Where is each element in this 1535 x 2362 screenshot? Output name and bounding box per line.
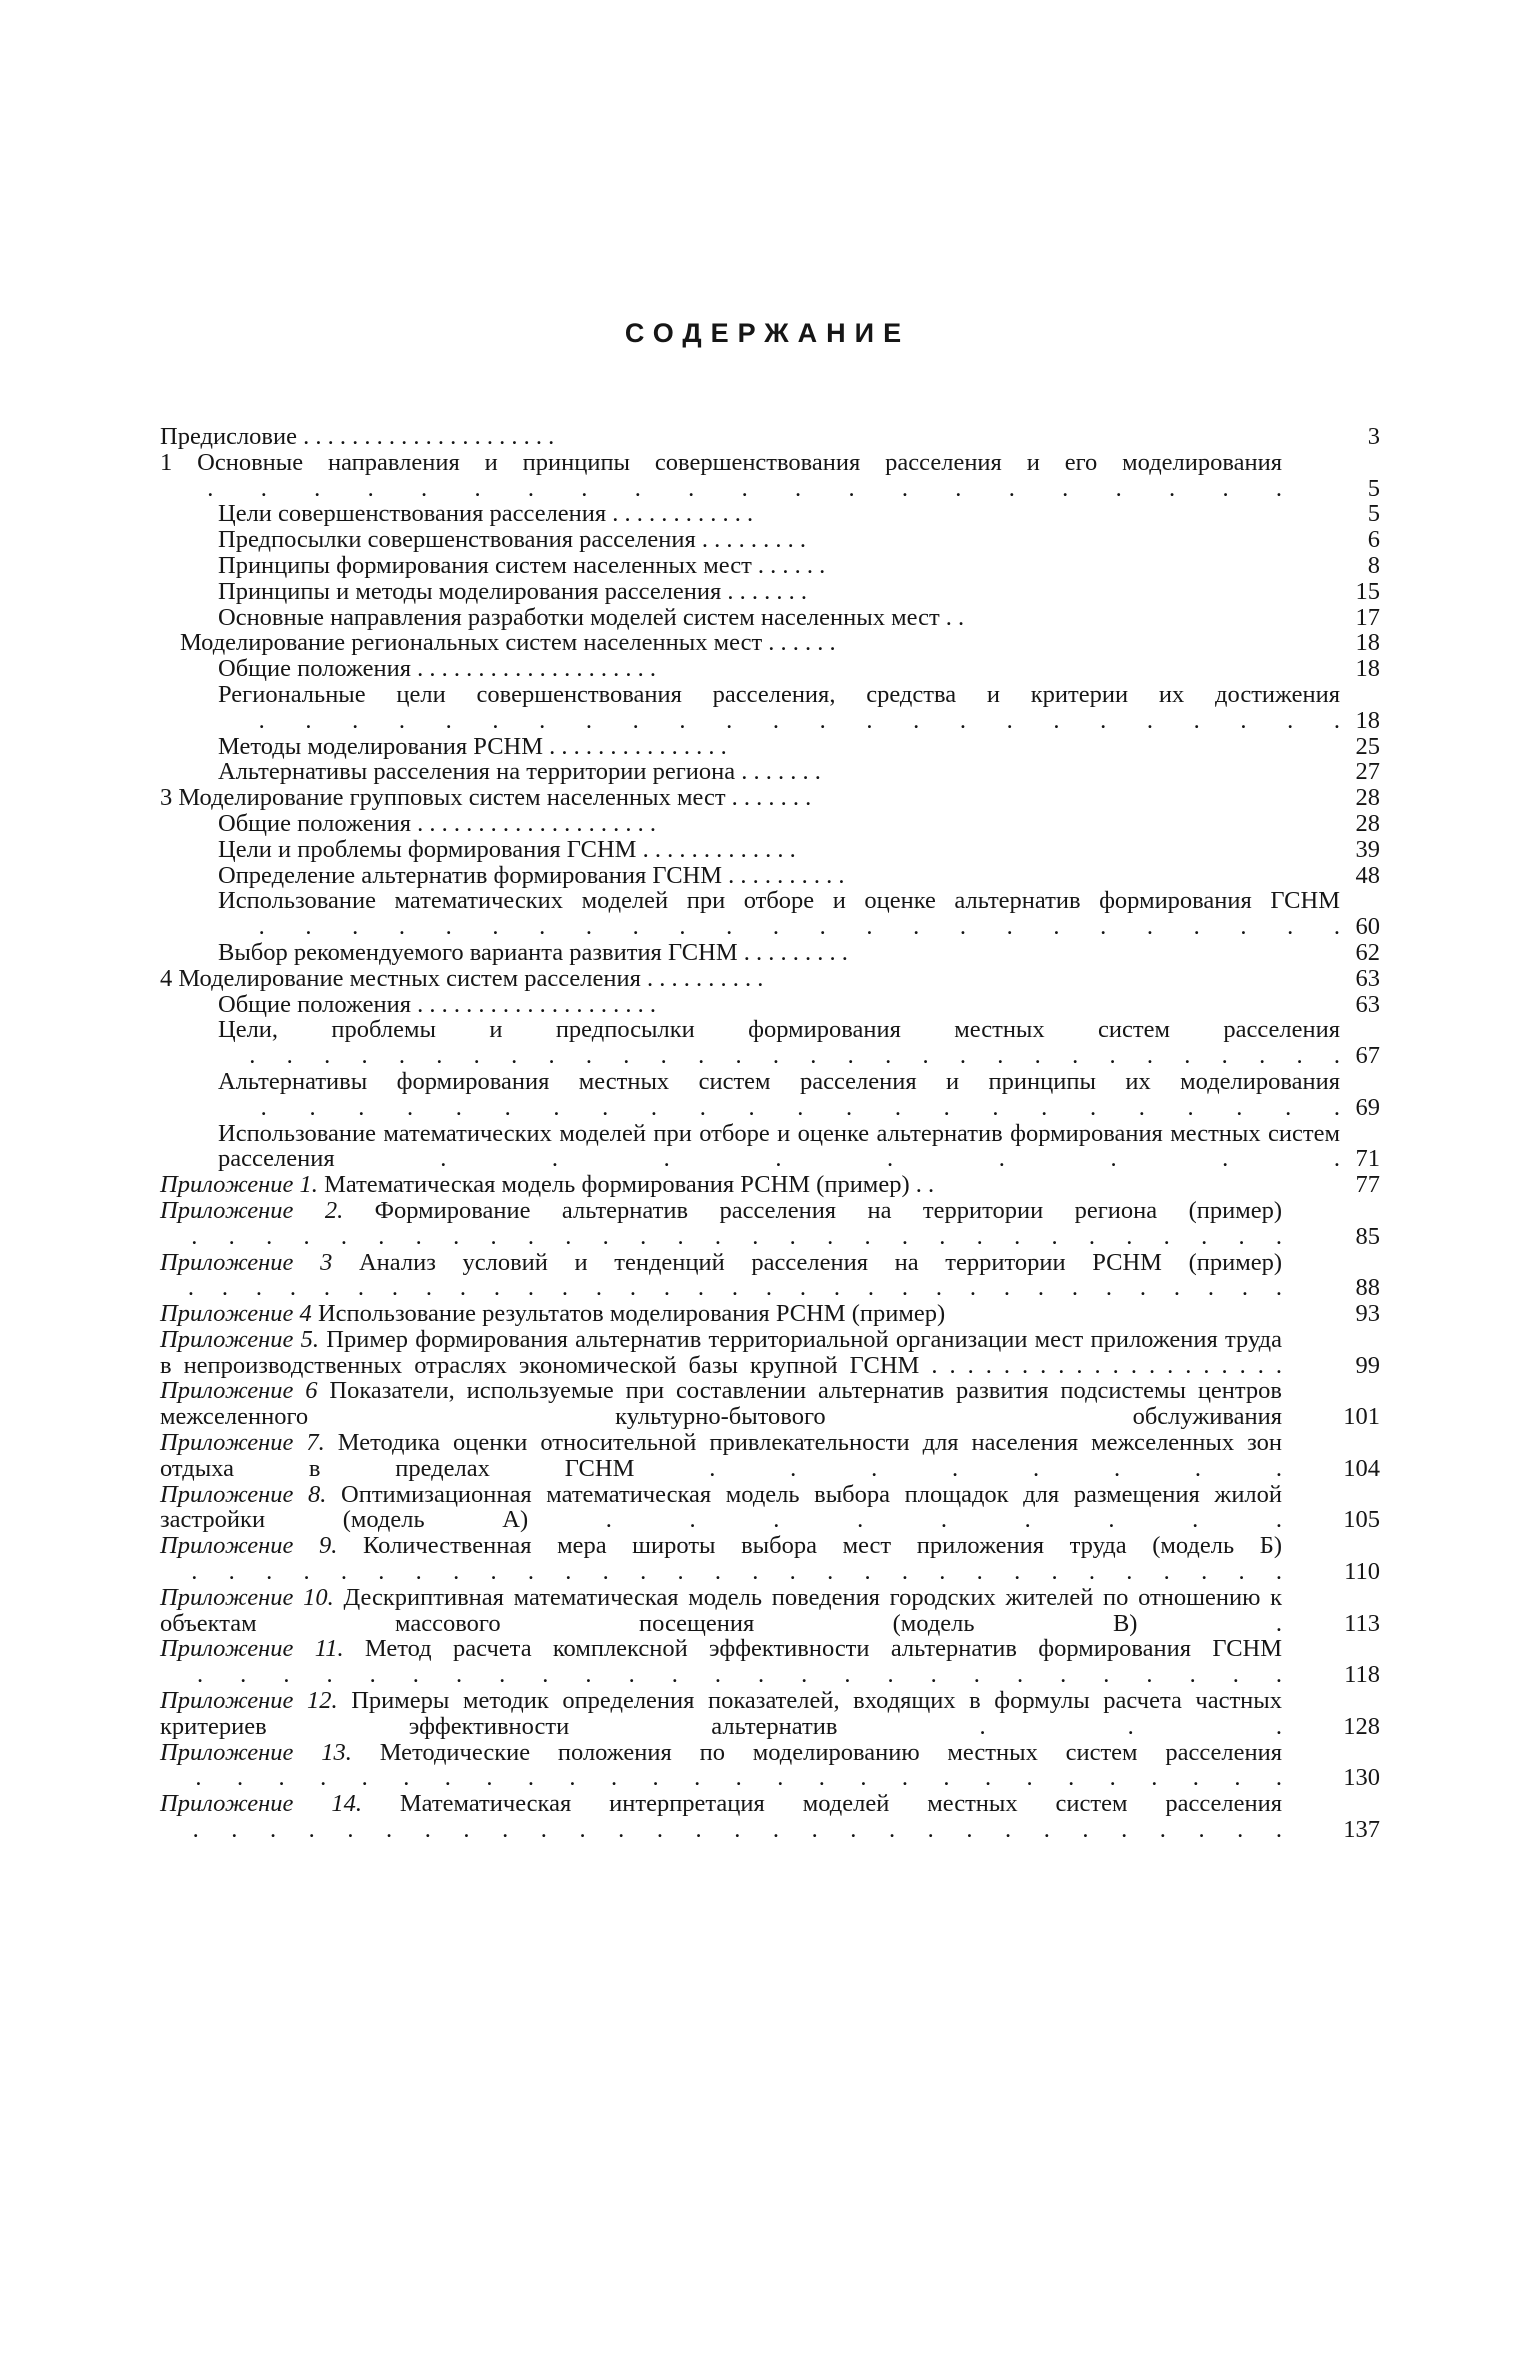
dot-leader: . . . . . . <box>751 551 826 579</box>
page-number: 6 <box>1367 526 1380 554</box>
toc-entry-title: Основные направления и принципы совершенствования расселения и его моделирования <box>197 448 1283 476</box>
toc-entry-text <box>160 1636 1282 1688</box>
toc-entry-text <box>160 1250 1282 1302</box>
toc-entry <box>160 450 1380 502</box>
table-of-contents <box>160 424 1380 1843</box>
appendix-label: Приложение 4 <box>160 1300 312 1328</box>
toc-entry-text <box>160 1791 1282 1843</box>
toc-entry-title: Моделирование групповых систем населенных мест <box>178 784 726 812</box>
toc-entry-text <box>160 785 1282 811</box>
toc-entry-title: Общие положения <box>218 655 412 683</box>
page-number: 105 <box>1343 1506 1380 1534</box>
toc-entry-text <box>160 1172 1282 1198</box>
toc-entry-title: Использование математических моделей при отборе и оценке альтернатив формирования ГСНМ <box>218 887 1340 915</box>
toc-entry <box>160 1636 1380 1688</box>
page-number: 28 <box>1355 809 1380 837</box>
appendix-label: Приложение 6 <box>160 1377 318 1405</box>
page-number: 104 <box>1343 1454 1380 1482</box>
toc-entry-text <box>160 450 1282 502</box>
toc-entry-number: 3 <box>160 784 173 812</box>
toc-entry-title: Оптимизационная математическая модель выбора площадок для размещения жилой застройки (модель А) <box>160 1480 1283 1534</box>
toc-entry-title: Моделирование местных систем расселения <box>178 964 641 992</box>
toc-entry-text <box>160 1740 1282 1792</box>
page-number: 60 <box>1355 913 1380 941</box>
toc-entry <box>160 966 1380 992</box>
page-number: 48 <box>1355 861 1380 889</box>
toc-entry-title: Цели, проблемы и предпосылки формирования местных систем расселения <box>218 1016 1340 1044</box>
appendix-label: Приложение 14. <box>160 1790 362 1818</box>
toc-entry-text <box>160 863 1340 889</box>
toc-entry-title: Региональные цели совершенствования расселения, средства и критерии их достижения <box>218 680 1340 708</box>
toc-entry <box>160 501 1380 527</box>
toc-entry-text <box>160 1533 1282 1585</box>
toc-entry-text <box>160 1482 1282 1534</box>
toc-entry <box>160 1017 1380 1069</box>
toc-entry <box>160 1740 1380 1792</box>
toc-entry <box>160 785 1380 811</box>
appendix-label: Приложение 12. <box>160 1687 338 1715</box>
toc-entry <box>160 759 1380 785</box>
dot-leader: . <box>1137 1609 1283 1637</box>
toc-entry <box>160 1327 1380 1379</box>
page-number: 67 <box>1355 1042 1380 1070</box>
toc-entry <box>160 553 1380 579</box>
toc-entry <box>160 424 1380 450</box>
toc-entry-text <box>160 1430 1282 1482</box>
dot-leader: . . <box>939 603 965 631</box>
toc-entry-text <box>160 553 1340 579</box>
page-number: 18 <box>1355 629 1380 657</box>
toc-entry-title: Общие положения <box>218 990 412 1018</box>
toc-entry <box>160 837 1380 863</box>
dot-leader: . . . . . . . . . <box>695 526 807 554</box>
toc-entry-title: Использование результатов моделирования РСНМ (пример) <box>317 1300 946 1328</box>
toc-entry-title: Количественная мера широты выбора мест приложения труда (модель Б) <box>363 1532 1283 1560</box>
dot-leader: . . . . . . . . . . . . . . . . . . . . . . . . . . . <box>160 1764 1282 1792</box>
dot-leader: . . . . . . . . . . . . . . . . . . . . . . . <box>218 1093 1340 1121</box>
toc-entry <box>160 1121 1380 1173</box>
toc-entry-title: Дескриптивная математическая модель поведения городских жителей по отношению к объектам массового посещения (модель В) <box>160 1583 1283 1637</box>
page-number: 62 <box>1355 938 1380 966</box>
toc-entry-number: 1 <box>160 448 173 476</box>
dot-leader: . . . <box>837 1712 1282 1740</box>
toc-entry-title: Моделирование региональных систем населенных мест <box>180 629 763 657</box>
page-number: 113 <box>1344 1609 1380 1637</box>
toc-entry-title: Методика оценки относительной привлекательности для населения межселенных зон отдыха в пределах ГСНМ <box>160 1429 1282 1482</box>
dot-leader: . . . . . . . . . . <box>722 861 845 889</box>
toc-entry <box>160 888 1380 940</box>
toc-entry-title: Альтернативы формирования местных систем расселения и принципы их моделирования <box>218 1067 1340 1095</box>
appendix-label: Приложение 13. <box>160 1738 352 1766</box>
toc-entry-title: Математическая интерпретация моделей местных систем расселения <box>399 1790 1282 1818</box>
toc-entry-text <box>160 1585 1282 1637</box>
toc-entry-text <box>160 605 1340 631</box>
dot-leader: . . . . . . . . . . . . . <box>636 835 796 863</box>
dot-leader: . . . . . . . . . . . . . . . . . . . . . . . . . . . . . . <box>160 1558 1282 1586</box>
page-number: 17 <box>1355 603 1380 631</box>
toc-entry-title: Пример формирования альтернатив территориальной организации мест приложения труда в непроизводственных отраслях экономической базы крупной ГСНМ <box>160 1325 1282 1379</box>
page-number: 101 <box>1343 1403 1380 1431</box>
dot-leader: . . . . . . . . . . . . . . . . . . . . . . . . <box>218 706 1340 734</box>
page-number: 71 <box>1355 1145 1380 1173</box>
page-number: 3 <box>1367 423 1380 450</box>
page-number: 77 <box>1355 1171 1380 1199</box>
toc-entry <box>160 656 1380 682</box>
toc-entry <box>160 527 1380 553</box>
dot-leader: . . . . . . . . . <box>334 1145 1340 1173</box>
page-number: 15 <box>1355 577 1380 605</box>
toc-entry <box>160 1482 1380 1534</box>
dot-leader: . . . . . . <box>762 629 836 657</box>
page-number: 99 <box>1355 1351 1380 1379</box>
toc-entry-title: Определение альтернатив формирования ГСНМ <box>218 861 723 889</box>
appendix-label: Приложение 7. <box>160 1429 325 1457</box>
dot-leader: . . . . . . . . <box>634 1454 1282 1482</box>
toc-entry-title: Выбор рекомендуемого варианта развития ГСНМ <box>218 938 738 966</box>
dot-leader: . . . . . . . . . . . . . . . . . . . . . <box>160 474 1282 502</box>
page-number: 27 <box>1355 758 1380 786</box>
toc-entry-text <box>160 630 1302 656</box>
dot-leader: . . . . . . . . . . . . <box>606 500 754 528</box>
toc-entry-text <box>160 424 1282 450</box>
dot-leader: . . . . . . . . . . . . . . . . . . . . <box>411 809 657 837</box>
toc-entry-text <box>160 527 1340 553</box>
dot-leader: . . . . . . . . . . . . . . . . . . . . . . . . . . . . . . . . . <box>160 1274 1282 1302</box>
dot-leader: . . . . . . . . . <box>737 938 848 966</box>
toc-entry-text <box>160 811 1340 837</box>
toc-entry <box>160 579 1380 605</box>
page-number: 28 <box>1355 784 1380 812</box>
dot-leader: . . . . . . . . . . . . . . . <box>543 732 727 760</box>
dot-leader: . . . . . . . . . . . . . . . . . . . . . . . . . . . . . . <box>160 1222 1282 1250</box>
appendix-label: Приложение 9. <box>160 1532 338 1560</box>
page-number: 5 <box>1367 500 1380 528</box>
toc-entry-title: Анализ условий и тенденций расселения на территории РСНМ (пример) <box>358 1248 1283 1276</box>
toc-entry-title: Использование математических моделей при отборе и оценке альтернатив формирования местных систем расселения <box>218 1119 1340 1173</box>
toc-entry-text <box>160 1069 1340 1121</box>
toc-entry-number: 4 <box>160 964 173 992</box>
dot-leader: . . <box>909 1171 935 1199</box>
toc-entry-text <box>160 992 1340 1018</box>
toc-entry <box>160 630 1380 656</box>
toc-entry-title: Принципы формирования систем населенных мест <box>218 551 752 579</box>
page-number: 63 <box>1355 964 1380 992</box>
dot-leader: . . . . . . . . . . . . . . . . . . . . . <box>296 423 555 450</box>
dot-leader: . . . . . . . . . . . . . . . . . . . . <box>411 990 657 1018</box>
dot-leader: . . . . . . . <box>721 577 808 605</box>
appendix-label: Приложение 11. <box>160 1635 344 1663</box>
toc-entry <box>160 1172 1380 1198</box>
appendix-label: Приложение 10. <box>160 1583 334 1611</box>
dot-leader: . . . . . . . . . . . . . . . . . . . . <box>411 655 657 683</box>
toc-entry <box>160 1533 1380 1585</box>
dot-leader: . . . . . . . . . . . . . . . . . . . . . . . . . . <box>160 1661 1282 1689</box>
toc-entry-title: Цели совершенствования расселения <box>218 500 607 528</box>
dot-leader: . . . . . . . . . . . . . . . . . . . . . . . . <box>218 913 1340 941</box>
dot-leader: . . . . . . . . . . . . . . . . . . . . . . . . . . . . . <box>160 1816 1282 1844</box>
toc-entry-title: Методические положения по моделированию местных систем расселения <box>379 1738 1283 1766</box>
toc-entry <box>160 1250 1380 1302</box>
toc-entry-title: Показатели, используемые при составлении альтернатив развития подсистемы центров межселенного культурно-бытового обслуживания <box>160 1377 1282 1431</box>
toc-entry-title: Метод расчета комплексной эффективности альтернатив формирования ГСНМ <box>364 1635 1283 1663</box>
toc-entry-text <box>160 1378 1282 1430</box>
toc-entry-title: Примеры методик определения показателей, входящих в формулы расчета частных критериев эффективности альтернатив <box>160 1687 1283 1740</box>
toc-entry <box>160 1791 1380 1843</box>
toc-entry-text <box>160 888 1340 940</box>
toc-entry-text <box>160 682 1340 734</box>
toc-entry-text <box>160 1688 1282 1740</box>
page-number: 118 <box>1344 1661 1380 1689</box>
appendix-label: Приложение 3 <box>160 1248 333 1276</box>
toc-entry-text <box>160 656 1340 682</box>
page-number: 85 <box>1355 1222 1380 1250</box>
toc-entry-text <box>160 1017 1340 1069</box>
dot-leader: . . . . . . . . . <box>528 1506 1283 1534</box>
toc-entry <box>160 1688 1380 1740</box>
toc-entry-title: Предисловие <box>160 423 297 450</box>
page-number: 88 <box>1355 1274 1380 1302</box>
toc-entry-text <box>160 940 1340 966</box>
toc-entry <box>160 682 1380 734</box>
toc-entry-text <box>160 579 1340 605</box>
toc-entry <box>160 734 1380 760</box>
toc-entry-title: Формирование альтернатив расселения на территории региона (пример) <box>374 1196 1282 1224</box>
toc-entry-title: Общие положения <box>218 809 412 837</box>
page-number: 5 <box>1367 474 1380 502</box>
toc-entry-text <box>160 837 1340 863</box>
toc-entry-text <box>160 1327 1282 1379</box>
toc-entry-title: Методы моделирования РСНМ <box>218 732 544 760</box>
toc-entry-title: Основные направления разработки моделей систем населенных мест <box>218 603 940 631</box>
appendix-label: Приложение 8. <box>160 1480 327 1508</box>
page-number: 8 <box>1367 551 1380 579</box>
toc-entry-text <box>160 501 1340 527</box>
toc-entry <box>160 1069 1380 1121</box>
page-title: СОДЕРЖАНИЕ <box>624 318 911 348</box>
toc-entry <box>160 1430 1380 1482</box>
page-number: 18 <box>1355 655 1380 683</box>
appendix-label: Приложение 5. <box>160 1325 320 1353</box>
toc-entry-text <box>160 1121 1340 1173</box>
toc-entry <box>160 863 1380 889</box>
toc-entry-text <box>160 759 1340 785</box>
toc-entry-title: Альтернативы расселения на территории региона <box>218 758 736 786</box>
toc-entry <box>160 1585 1380 1637</box>
page-number: 137 <box>1343 1816 1380 1844</box>
page-number: 18 <box>1355 706 1380 734</box>
toc-entry <box>160 1198 1380 1250</box>
toc-entry <box>160 992 1380 1018</box>
page-number: 25 <box>1355 732 1380 760</box>
toc-entry-title: Предпосылки совершенствования расселения <box>218 526 696 554</box>
toc-entry <box>160 1301 1380 1327</box>
dot-leader: . . . . . . . <box>735 758 821 786</box>
toc-entry <box>160 605 1380 631</box>
page-number: 93 <box>1355 1300 1380 1328</box>
dot-leader: . . . . . . . . . . . . . . . . . . . . <box>919 1351 1282 1379</box>
toc-entry-text <box>160 1301 1282 1327</box>
toc-entry-title: Принципы и методы моделирования расселения <box>218 577 722 605</box>
page-number: 69 <box>1355 1093 1380 1121</box>
page-number: 130 <box>1343 1764 1380 1792</box>
toc-entry <box>160 1378 1380 1430</box>
page-number: 39 <box>1355 835 1380 863</box>
toc-entry-title: Цели и проблемы формирования ГСНМ <box>218 835 637 863</box>
toc-entry-text <box>160 966 1282 992</box>
toc-entry-text <box>160 1198 1282 1250</box>
toc-entry-text <box>160 734 1340 760</box>
page-number: 128 <box>1343 1712 1380 1740</box>
appendix-label: Приложение 2. <box>160 1196 344 1224</box>
toc-entry-title: Математическая модель формирования РСНМ (пример) <box>324 1171 910 1199</box>
appendix-label: Приложение 1. <box>160 1171 318 1199</box>
page-number: 63 <box>1355 990 1380 1018</box>
dot-leader: . . . . . . . . . . <box>640 964 764 992</box>
toc-entry <box>160 811 1380 837</box>
dot-leader: . . . . . . . <box>725 784 812 812</box>
toc-entry <box>160 940 1380 966</box>
dot-leader: . . . . . . . . . . . . . . . . . . . . . . . . . . . . . . <box>218 1042 1340 1070</box>
page-number: 110 <box>1344 1558 1380 1586</box>
